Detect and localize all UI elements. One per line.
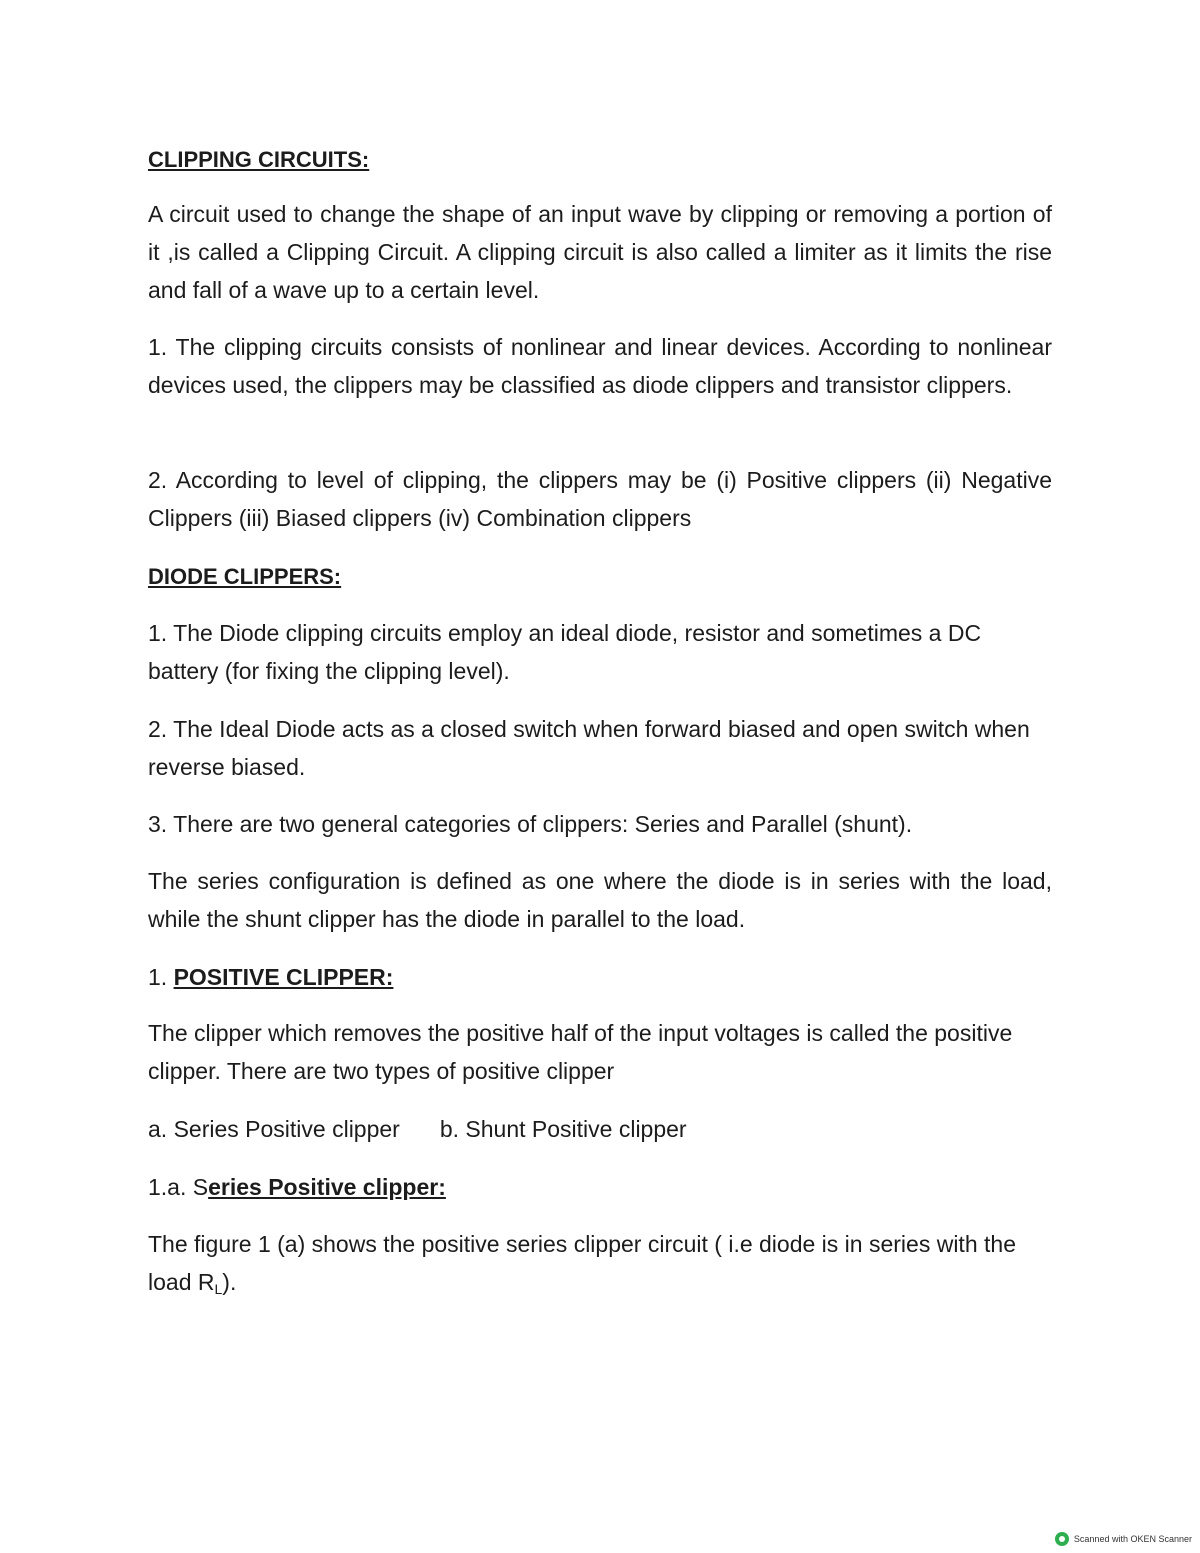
paragraph-categories: 3. There are two general categories of clippers: Series and Parallel (shunt). [148, 811, 913, 837]
type-series: a. Series Positive clipper [148, 1116, 400, 1142]
heading-number: 1. [148, 964, 174, 990]
heading-series-positive-clipper [148, 1168, 1052, 1206]
paragraph-diode-circuits: 1. The Diode clipping circuits employ an ideal diode, resistor and sometimes a DC battery (for fixing the clipping level). [148, 620, 982, 684]
scanner-logo-icon [1055, 1532, 1069, 1546]
heading-diode-clippers: DIODE CLIPPERS: [148, 564, 342, 589]
paragraph-series-config: The series configuration is defined as one where the diode is in series with the load, while the shunt clipper has the diode in parallel to the load. [148, 868, 1052, 932]
heading-clipping-circuits: CLIPPING CIRCUITS: [148, 147, 370, 172]
scanner-watermark-text: Scanned with OKEN Scanner [1073, 1534, 1192, 1544]
paragraph-devices: 1. The clipping circuits consists of nonlinear and linear devices. According to nonlinear devices used, the clippers may be classified as diode clippers and transistor clippers. [148, 334, 1052, 398]
subscript-l: L [214, 1281, 223, 1297]
heading-label: POSITIVE CLIPPER: [173, 964, 394, 990]
heading-number: 1.a. S [148, 1174, 209, 1200]
heading-label: eries Positive clipper: [208, 1174, 446, 1200]
paragraph-levels: 2. According to level of clipping, the clippers may be (i) Positive clippers (ii) Negative Clippers (iii) Biased clippers (iv) Combination clippers [148, 467, 1052, 531]
clipper-types-line [148, 1110, 1052, 1148]
heading-positive-clipper [148, 958, 1052, 996]
paragraph-clipping-definition: A circuit used to change the shape of an input wave by clipping or removing a portion of it ,is called a Clipping Circuit. A clipping circuit is also called a limiter as it limits the rise and fall of a wave up to a certain level. [148, 201, 1052, 303]
paragraph-figure-ref [148, 1225, 1048, 1308]
figure-ref-suffix: ). [222, 1269, 237, 1295]
paragraph-positive-clipper: The clipper which removes the positive half of the input voltages is called the positive clipper. There are two types of positive clipper [148, 1020, 1013, 1084]
figure-ref-text: The figure 1 (a) shows the positive series clipper circuit ( i.e diode is in series with the load R [148, 1231, 1016, 1295]
paragraph-ideal-diode: 2. The Ideal Diode acts as a closed switch when forward biased and open switch when reverse biased. [148, 716, 1030, 780]
scanner-watermark [1055, 1531, 1192, 1547]
type-shunt: b. Shunt Positive clipper [439, 1116, 687, 1142]
